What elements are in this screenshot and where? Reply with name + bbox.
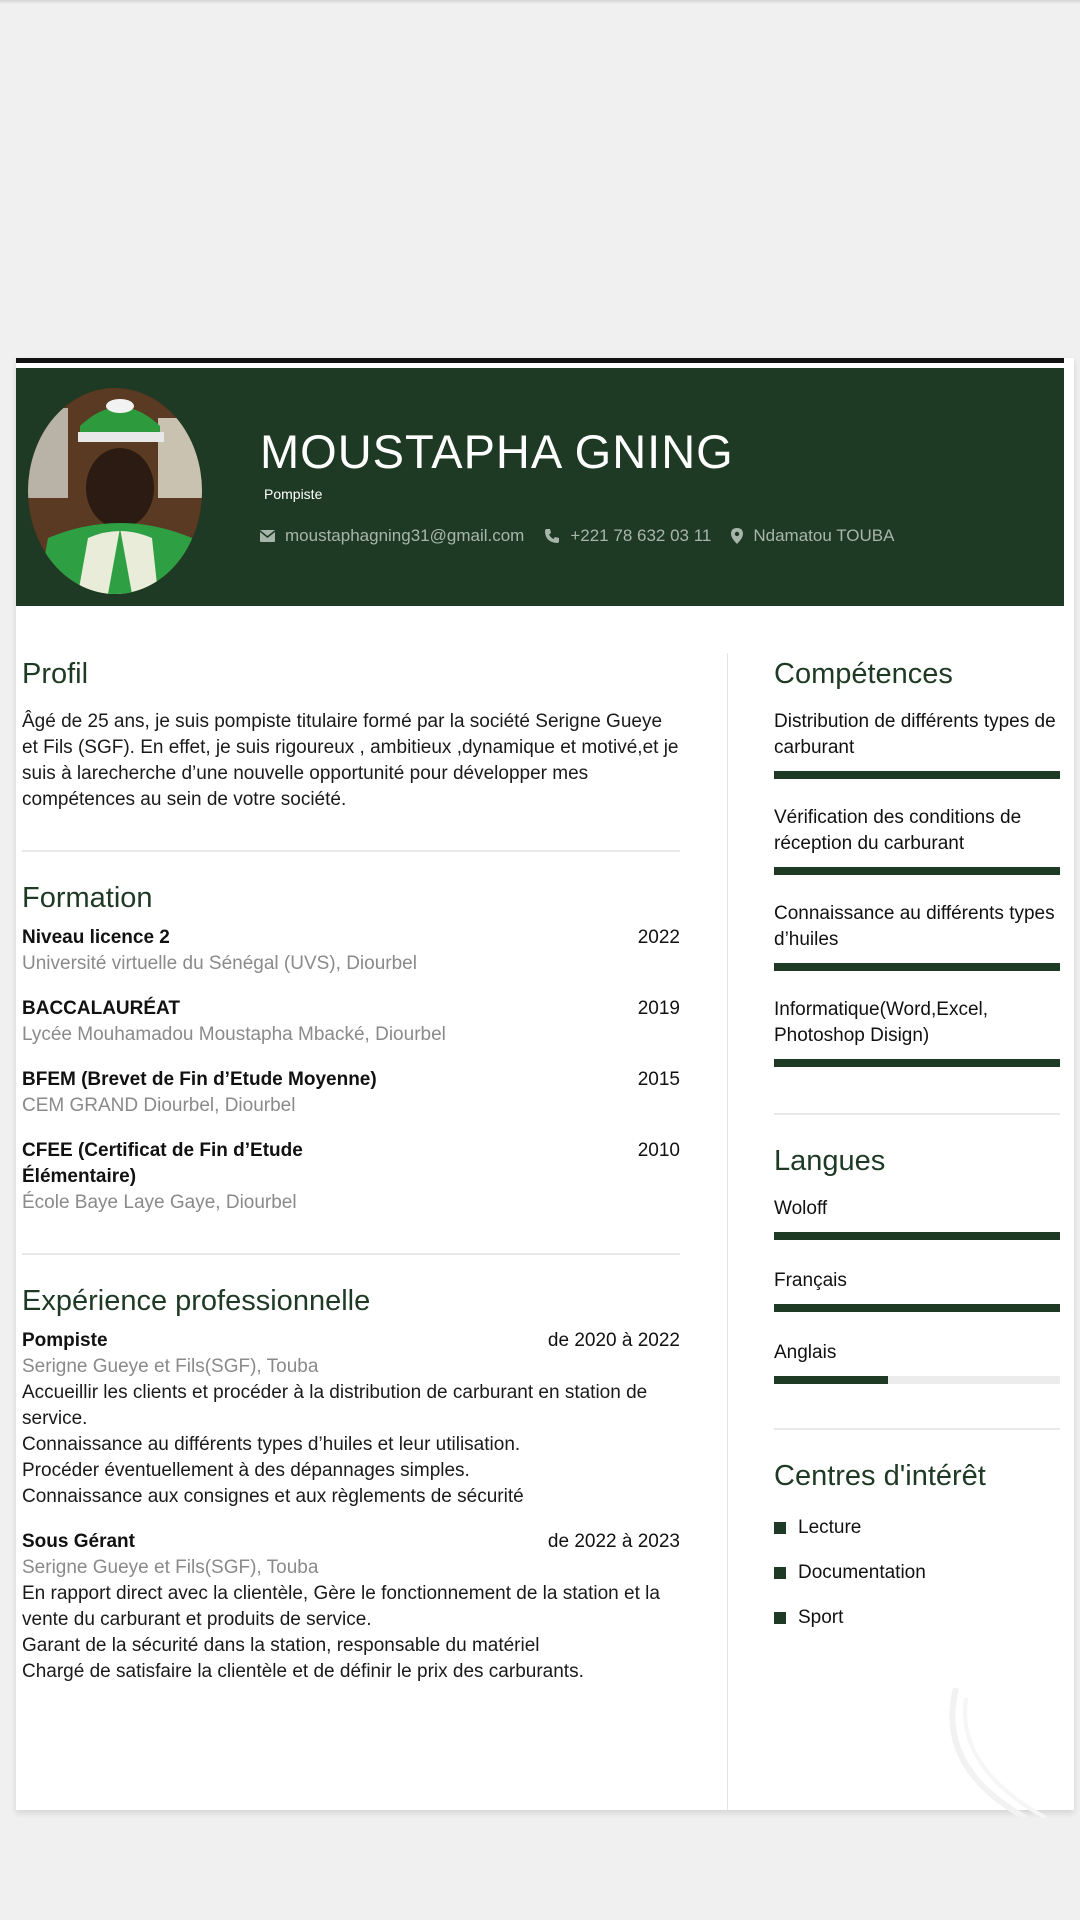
page-curl-decoration [936, 1688, 1076, 1818]
contact-email[interactable] [260, 526, 524, 546]
experience-line: Connaissance au différents types d’huiles et leur utilisation. [22, 1434, 521, 1455]
education-title: BFEM (Brevet de Fin d’Etude Moyenne) [22, 1069, 377, 1090]
language-bar-fill [774, 1376, 888, 1384]
section-divider [22, 1253, 680, 1255]
education-item [22, 1138, 680, 1216]
interest-label: Sport [798, 1606, 844, 1628]
education-school: École Baye Laye Gaye, Diourbel [22, 1192, 297, 1213]
education-item [22, 1067, 680, 1119]
education-school: CEM GRAND Diourbel, Diourbel [22, 1095, 296, 1116]
experience-item [22, 1529, 680, 1685]
education-item [22, 996, 680, 1048]
experience-line: Garant de la sécurité dans la station, responsable du matériel [22, 1635, 540, 1656]
language-item [774, 1268, 1060, 1312]
main-column [22, 658, 680, 1685]
experience-dates: de 2022 à 2023 [547, 1531, 680, 1552]
contact-phone[interactable] [544, 526, 711, 546]
education-item [22, 925, 680, 977]
bullet-square-icon [774, 1522, 786, 1534]
education-title: Niveau licence 2 [22, 927, 170, 948]
education-school: Université virtuelle du Sénégal (UVS), Diourbel [22, 953, 417, 974]
language-label: Français [774, 1270, 847, 1291]
education-list [22, 925, 680, 1216]
skill-bar [774, 867, 1060, 875]
envelope-icon [260, 530, 275, 542]
skill-item [774, 997, 1060, 1067]
language-bar [774, 1304, 1060, 1312]
section-divider [22, 850, 680, 852]
experience-line: En rapport direct avec la clientèle, Gère le fonctionnement de la station et la vente du carburant et produits de service. [22, 1583, 660, 1630]
education-year: 2010 [637, 1140, 680, 1161]
candidate-name: MOUSTAPHA GNING [260, 425, 734, 478]
skill-bar-fill [774, 771, 1060, 779]
education-section [22, 882, 680, 1216]
skill-item [774, 709, 1060, 779]
bullet-square-icon [774, 1612, 786, 1624]
skill-label: Connaissance au différents types d’huiles [774, 903, 1055, 950]
experience-title: Sous Gérant [22, 1531, 135, 1552]
education-title: BACCALAURÉAT [22, 998, 180, 1019]
experience-item [22, 1328, 680, 1510]
interest-label: Documentation [798, 1561, 926, 1583]
section-heading-profile: Profil [22, 658, 89, 690]
skill-item [774, 805, 1060, 875]
top-edge-shadow [0, 0, 1080, 4]
skill-bar-fill [774, 867, 1060, 875]
contact-bar [260, 526, 914, 546]
language-bar [774, 1376, 1060, 1384]
profile-photo [28, 388, 202, 594]
interest-item [774, 1595, 1060, 1640]
experience-company: Serigne Gueye et Fils(SGF), Touba [22, 1557, 319, 1578]
job-title: Pompiste [264, 486, 323, 502]
interests-section [774, 1460, 1060, 1640]
section-heading-education: Formation [22, 882, 153, 914]
experience-company: Serigne Gueye et Fils(SGF), Touba [22, 1356, 319, 1377]
skill-label: Distribution de différents types de carburant [774, 711, 1056, 758]
interest-item [774, 1550, 1060, 1595]
email-text: moustaphagning31@gmail.com [285, 526, 525, 545]
experience-title: Pompiste [22, 1330, 108, 1351]
resume-header [16, 368, 1064, 606]
section-heading-languages: Langues [774, 1145, 886, 1177]
section-heading-interests: Centres d'intérêt [774, 1460, 986, 1492]
skill-bar-fill [774, 963, 1060, 971]
language-label: Anglais [774, 1342, 837, 1363]
education-school: Lycée Mouhamadou Moustapha Mbacké, Diourbel [22, 1024, 446, 1045]
languages-section [774, 1145, 1060, 1384]
skill-bar [774, 1059, 1060, 1067]
bullet-square-icon [774, 1567, 786, 1579]
location-text: Ndamatou TOUBA [753, 526, 895, 545]
profile-section [22, 658, 680, 813]
language-bar [774, 1232, 1060, 1240]
section-heading-skills: Compétences [774, 658, 953, 690]
experience-dates: de 2020 à 2022 [547, 1330, 680, 1351]
experience-line: Accueillir les clients et procéder à la distribution de carburant en station de service. [22, 1382, 648, 1429]
experience-line: Connaissance aux consignes et aux règlements de sécurité [22, 1486, 524, 1507]
experience-line: Chargé de satisfaire la clientèle et de définir le prix des carburants. [22, 1661, 584, 1682]
skill-item [774, 901, 1060, 971]
map-pin-icon [731, 528, 743, 544]
resume-page [16, 358, 1074, 1810]
phone-text: +221 78 632 03 11 [570, 526, 712, 545]
phone-icon [544, 528, 560, 544]
language-bar-fill [774, 1232, 1060, 1240]
language-label: Woloff [774, 1198, 828, 1219]
language-item [774, 1340, 1060, 1384]
experience-section [22, 1285, 680, 1685]
profile-text: Âgé de 25 ans, je suis pompiste titulaire formé par la société Serigne Gueye et Fils (SGF). En effet, je suis rigoureux , ambitieux ,dynamique et motivé,et je suis à larecherche d’une nouvelle opportunité pour développer mes compétences au sein de votre société. [22, 711, 679, 810]
experience-line: Procéder éventuellement à des dépannages simples. [22, 1460, 470, 1481]
language-item [774, 1196, 1060, 1240]
skill-label: Informatique(Word,Excel, Photoshop Disign) [774, 999, 989, 1046]
interest-item [774, 1505, 1060, 1550]
interest-label: Lecture [798, 1516, 862, 1538]
section-divider [774, 1428, 1060, 1430]
skill-bar-fill [774, 1059, 1060, 1067]
sidebar-column [774, 658, 1060, 1640]
skill-bar [774, 963, 1060, 971]
education-title: CFEE (Certificat de Fin d’Etude Élémentaire) [22, 1140, 303, 1187]
interests-list [774, 1505, 1060, 1640]
contact-location [731, 526, 894, 546]
skill-label: Vérification des conditions de réception du carburant [774, 807, 1022, 854]
section-divider [774, 1113, 1060, 1115]
skill-bar [774, 771, 1060, 779]
education-year: 2019 [637, 998, 680, 1019]
skills-section [774, 658, 1060, 1067]
column-divider [727, 653, 728, 1810]
education-year: 2015 [637, 1069, 680, 1090]
education-year: 2022 [637, 927, 680, 948]
language-bar-fill [774, 1304, 1060, 1312]
top-rule [16, 358, 1064, 363]
section-heading-experience: Expérience professionnelle [22, 1285, 371, 1317]
